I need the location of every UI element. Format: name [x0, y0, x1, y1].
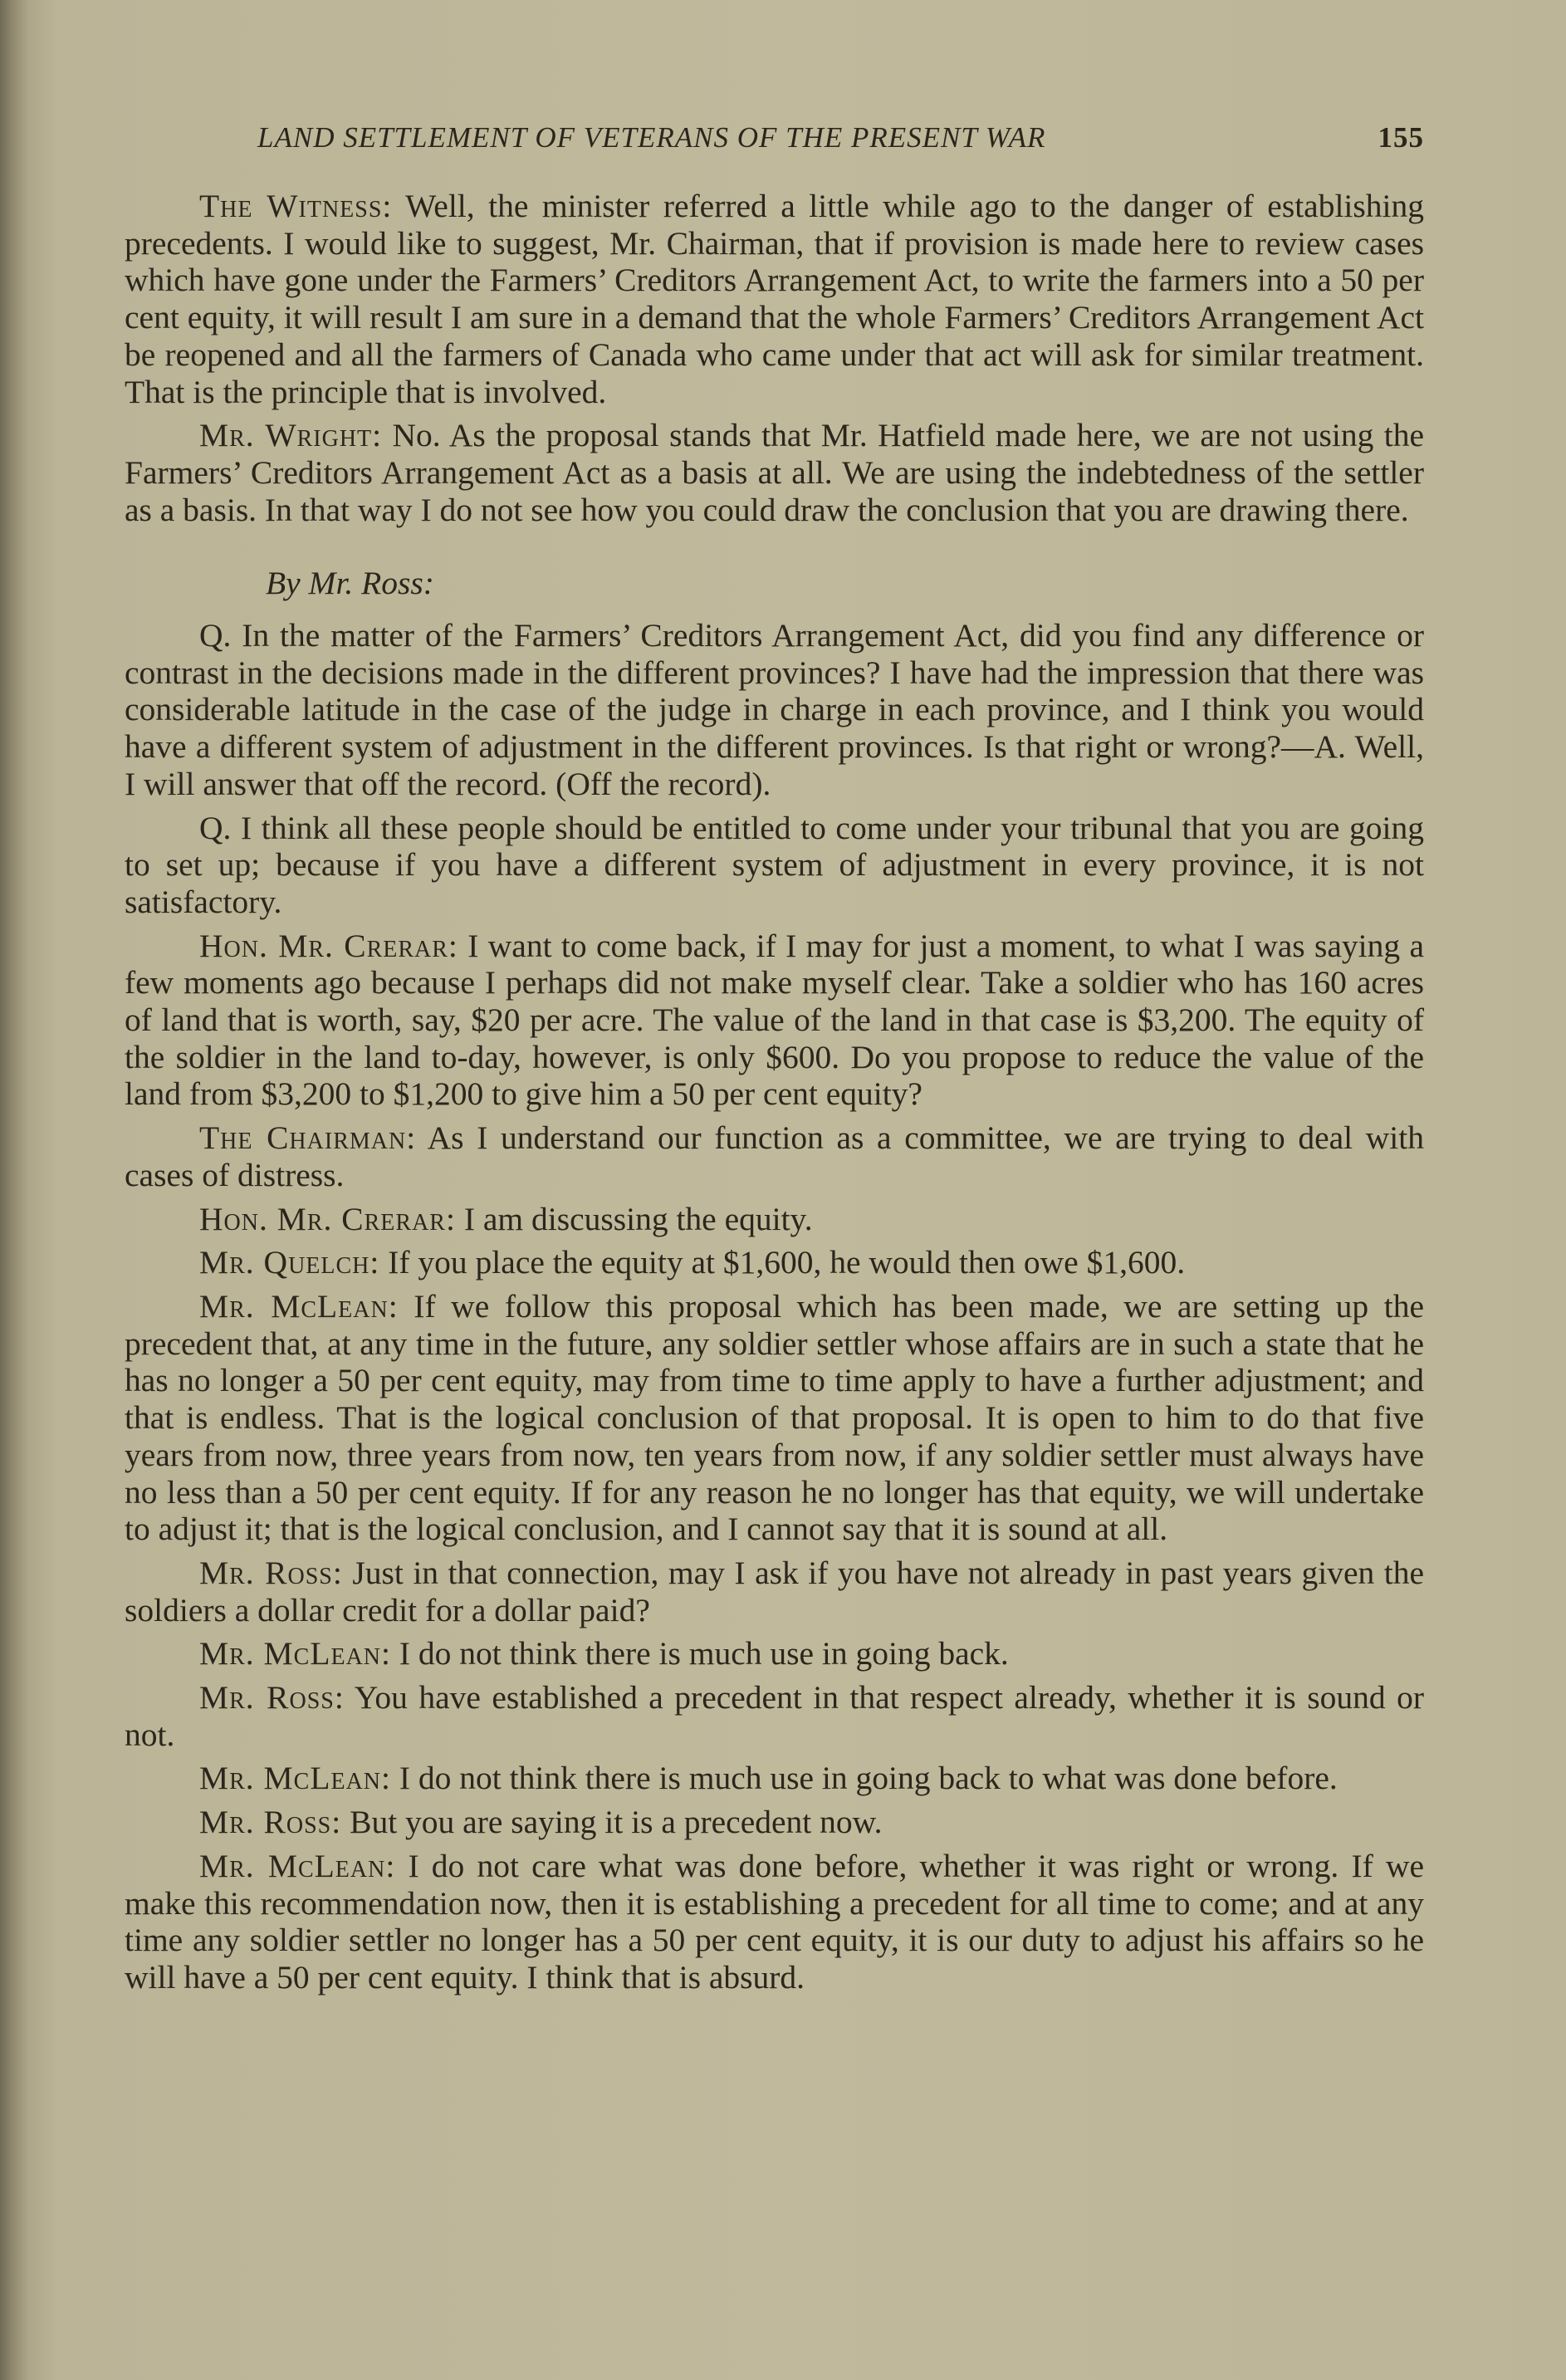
- page-number: 155: [1378, 121, 1424, 154]
- paragraph-text: If we follow this proposal which has been made, we are setting up the precedent that, at any time in the future, any soldier settler whose affairs are in such a state that he has no longer a 50 per cent equity, may from time to time apply to have a further adjustment; and that is endless. That is the logical conclusion of that proposal. It is open to him to do that five years from now, three years from now, ten years from now, if any soldier settler must always have no less than a 50 per cent equity. If for any reason he no longer has that equity, we will undertake to adjust it; that is the logical conclusion, and I cannot say that it is sound at all.: [125, 1287, 1424, 1548]
- paragraph: [125, 1119, 1424, 1193]
- paragraph: [125, 617, 1424, 803]
- paragraph: [125, 928, 1424, 1114]
- body-text: [125, 188, 1424, 2003]
- paragraph-text: I do not think there is much use in going back to what was done before.: [391, 1760, 1338, 1797]
- paragraph: [125, 1679, 1424, 1753]
- speaker-label: Hon. Mr. Crerar:: [199, 1200, 456, 1237]
- running-head: [125, 121, 1424, 154]
- paragraph-text: As I understand our function as a committee, we are trying to deal with cases of distress.: [125, 1119, 1424, 1193]
- speaker-label: Mr. McLean:: [199, 1635, 391, 1672]
- paragraph: [125, 1555, 1424, 1628]
- paragraph-text: I want to come back, if I may for just a moment, to what I was saying a few moments ago because I perhaps did not make myself clear. Take a soldier who has 160 acres of land that is worth, say, $20 per acre. The value of the land in that case is $3,200. The equity of the soldier in the land to-day, however, is only $600. Do you propose to reduce the value of the land from $3,200 to $1,200 to give him a 50 per cent equity?: [125, 927, 1424, 1113]
- paragraph-text: Just in that connection, may I ask if you have not already in past years given the soldiers a dollar credit for a dollar paid?: [125, 1554, 1424, 1628]
- speaker-label: The Witness:: [199, 188, 393, 224]
- speaker-label: Mr. McLean:: [199, 1287, 399, 1325]
- paragraph: [125, 1635, 1424, 1672]
- paragraph-text: I do not care what was done before, whether it was right or wrong. If we make this recommendation now, then it is establishing a precedent for all time to come; and at any time any soldier settler no longer has a 50 per cent equity, it is our duty to adjust his affairs so he will have a 50 per cent equity. I think that is absurd.: [125, 1847, 1424, 1996]
- paragraph: [125, 1288, 1424, 1548]
- speaker-label: Mr. Quelch:: [199, 1244, 380, 1281]
- page-sheet: [125, 0, 1424, 2380]
- paragraph: [125, 810, 1424, 921]
- speaker-label: Hon. Mr. Crerar:: [199, 927, 458, 964]
- paragraph-text: But you are saying it is a precedent now.: [341, 1804, 883, 1841]
- paragraph: [125, 188, 1424, 410]
- paragraph-text: No. As the proposal stands that Mr. Hatfield made here, we are not using the Farmers’ Creditors Arrangement Act as a basis at all. We are using the indebtedness of the settler as a basis. In that way I do not see how you could draw the conclusion that you are drawing there.: [125, 417, 1424, 528]
- speaker-label: Mr. Wright:: [199, 417, 383, 454]
- paragraph: [125, 1804, 1424, 1841]
- paragraph: [125, 1244, 1424, 1281]
- paragraph-text: If you place the equity at $1,600, he would then owe $1,600.: [379, 1244, 1186, 1281]
- section-heading: By Mr. Ross:: [266, 565, 434, 602]
- paragraph-text: I do not think there is much use in going back.: [391, 1635, 1009, 1672]
- speaker-label: Mr. McLean:: [199, 1760, 391, 1797]
- paragraph: [125, 1760, 1424, 1797]
- paragraph: [125, 417, 1424, 528]
- speaker-label: Mr. McLean:: [199, 1847, 396, 1884]
- paragraph-text: Q. I think all these people should be entitled to come under your tribunal that you are going to set up; because if you have a different system of adjustment in every province, it is not satisfactory.: [125, 809, 1424, 920]
- paragraph-text: Q. In the matter of the Farmers’ Creditors Arrangement Act, did you find any difference or contrast in the decisions made in the different provinces? I have had the impression that there was considerable latitude in the case of the judge in charge in each province, and I think you would have a different system of adjustment in the different provinces. Is that right or wrong?—A. Well, I will answer that off the record. (Off the record).: [125, 617, 1424, 802]
- speaker-label: Mr. Ross:: [199, 1679, 345, 1716]
- speaker-label: The Chairman:: [199, 1119, 417, 1157]
- paragraph-text: Well, the minister referred a little while ago to the danger of establishing precedents. I would like to suggest, Mr. Chairman, that if provision is made here to review cases which have gone under the Farmers’ Creditors Arrangement Act, to write the farmers into a 50 per cent equity, it will result I am sure in a demand that the whole Farmers’ Creditors Arrangement Act be reopened and all the farmers of Canada who came under that act will ask for similar treatment. That is the principle that is involved.: [125, 188, 1424, 410]
- speaker-label: Mr. Ross:: [199, 1804, 342, 1841]
- paragraph: [125, 1201, 1424, 1238]
- speaker-label: Mr. Ross:: [199, 1554, 343, 1591]
- paragraph-text: You have established a precedent in that respect already, whether it is sound or not.: [125, 1679, 1424, 1753]
- paragraph-text: I am discussing the equity.: [455, 1200, 813, 1237]
- paragraph: [125, 1848, 1424, 1996]
- running-title: LAND SETTLEMENT OF VETERANS OF THE PRESENT WAR: [257, 121, 1046, 154]
